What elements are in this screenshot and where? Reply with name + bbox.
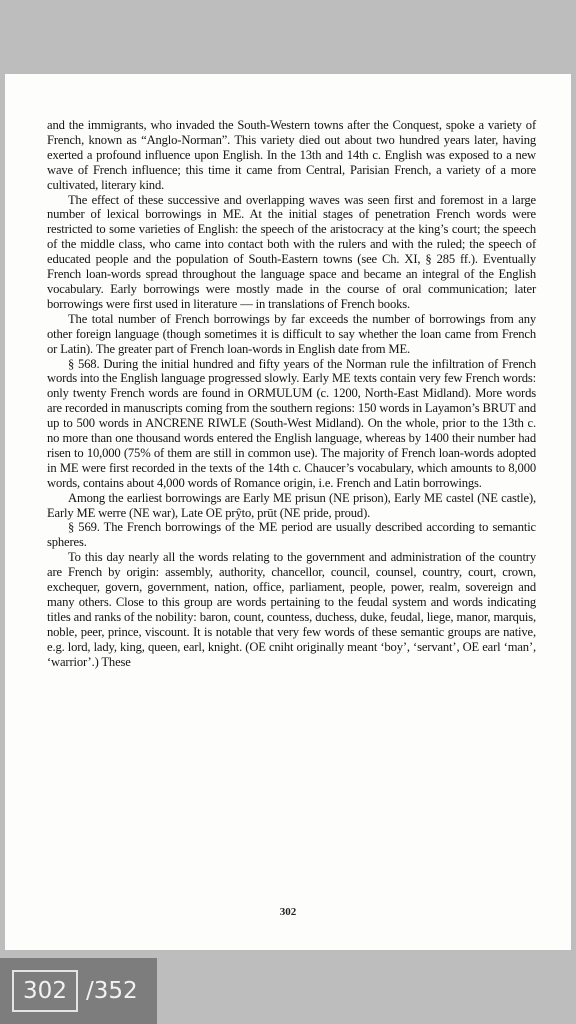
book-page: [5, 74, 571, 950]
paragraph-6: § 569. The French borrowings of the ME period are usually described according to semantic spheres.: [47, 520, 536, 550]
total-pages-label: /352: [86, 978, 138, 1004]
printed-page-number: 302: [279, 906, 297, 918]
paragraph-4: § 568. During the initial hundred and fifty years of the Norman rule the infiltration of French words into the English language progressed slowly. Early ME texts contain very few French words: only twenty French words are found in ORMULUM (c. 1200, North-East Midland). More words are recorded in manuscripts coming from the southern regions: 150 words in Layamon’s BRUT and up to 500 words in ANCRENE RIWLE (South-West Midland). On the whole, prior to the 13th c. no more than one thousand words entered the English language, whereas by 1400 their number had risen to 10,000 (75% of them are still in common use). The majority of French loan-words adopted in ME were first recorded in the texts of the 14th c. Chaucer’s vocabulary, which amounts to 8,000 words, contains about 4,000 words of Romance origin, i.e. French and Latin borrowings.: [47, 356, 536, 490]
paragraph-1: and the immigrants, who invaded the South-Western towns after the Conquest, spoke a variety of French, known as “Anglo-Norman”. This variety died out about two hundred years later, having exerted a profound influence upon English. In the 13th and 14th c. English was exposed to a new wave of French influence; this time it came from Central, Parisian French, a variety of a more cultivated, literary kind.: [47, 118, 536, 192]
paragraph-7: To this day nearly all the words relating to the government and administration of the country are French by origin: assembly, authority, chancellor, council, counsel, country, court, crown, exchequer, govern, government, nation, office, parliament, people, power, realm, sovereign and many others. Close to this group are words pertaining to the feudal system and words indicating titles and ranks of the nobility: baron, count, countess, duchess, duke, feudal, liege, manor, marquis, noble, peer, prince, viscount. It is notable that very few words of these semantic groups are native, e.g. lord, lady, king, queen, earl, knight. (OE cniht originally meant ‘boy’, ‘servant’, OE earl ‘man’, ‘warrior’.) These: [47, 550, 536, 669]
page-indicator[interactable]: [0, 958, 157, 1024]
paragraph-2: The effect of these successive and overlapping waves was seen first and foremost in a large number of lexical borrowings in ME. At the initial stages of penetration French words were restricted to some varieties of English: the speech of the aristocracy at the king’s court; the speech of the middle class, who came into contact both with the rulers and with the ruled; the speech of educated people and the population of South-Eastern towns (see Ch. XI, § 285 ff.). Eventually French loan-words spread throughout the language space and became an integral of the English vocabulary. Early borrowings were mostly made in the course of oral communication; later borrowings were first used in literature — in translations of French books.: [47, 192, 536, 311]
paragraph-5: Among the earliest borrowings are Early ME prisun (NE prison), Early ME castel (NE castle), Early ME werre (NE war), Late OE prŷto, prūt (NE pride, proud).: [47, 490, 536, 520]
current-page-box[interactable]: 302: [12, 970, 78, 1012]
paragraph-3: The total number of French borrowings by far exceeds the number of borrowings from any other foreign language (though sometimes it is difficult to say whether the loan came from French or Latin). The greater part of French loan-words in English date from ME.: [47, 311, 536, 356]
page-body-text: [47, 118, 536, 670]
